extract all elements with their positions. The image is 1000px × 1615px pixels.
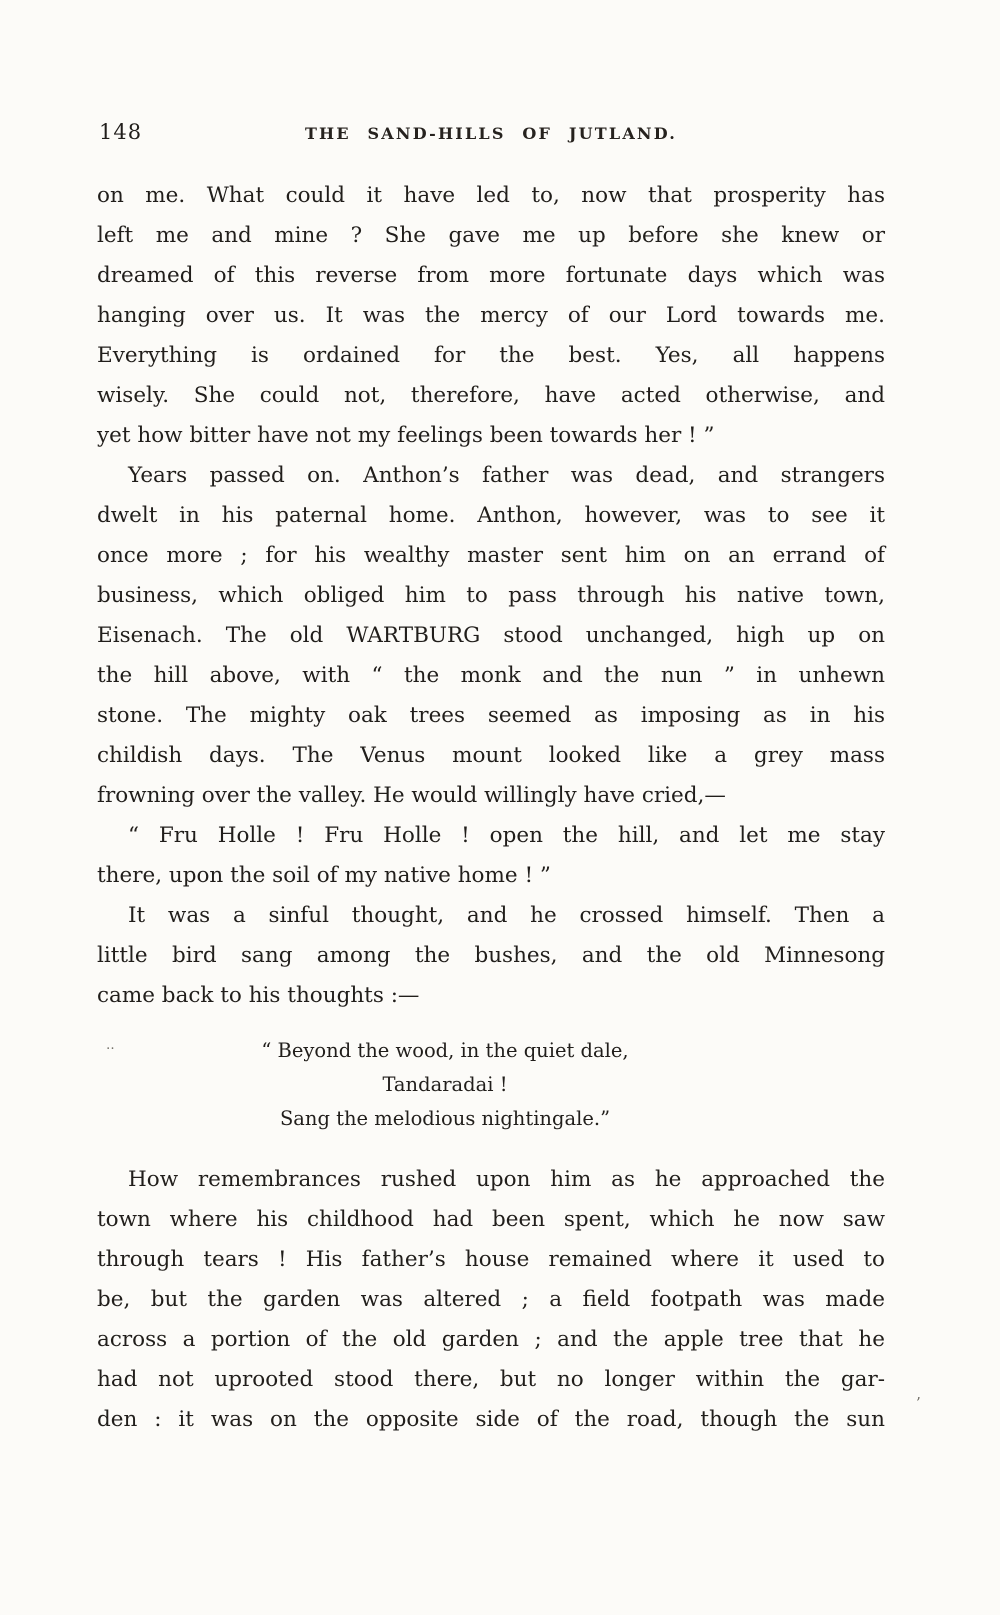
text-line: den : it was on the opposite side of the road, though the sun [97, 1407, 885, 1432]
scan-artifact-mark: ’ [916, 1394, 921, 1412]
body-text [97, 176, 885, 1440]
page-content [97, 118, 885, 1440]
text-line: town where his childhood had been spent, which he now saw [97, 1207, 885, 1232]
text-line: left me and mine ? She gave me up before she knew or [97, 223, 885, 248]
text-line: How remembrances rushed upon him as he approached the [128, 1167, 885, 1192]
text-line: frowning over the valley. He would willingly have cried,— [97, 783, 726, 808]
text-line: the hill above, with “ the monk and the nun ” in unhewn [97, 663, 885, 688]
text-line: Everything is ordained for the best. Yes, all happens [97, 343, 885, 368]
text-line: came back to his thoughts :— [97, 983, 420, 1008]
text-line: Years passed on. Anthon’s father was dead, and strangers [128, 463, 885, 488]
text-line: Eisenach. The old WARTBURG stood unchanged, high up on [97, 623, 885, 648]
text-line: yet how bitter have not my feelings been towards her ! ” [97, 423, 715, 448]
paragraph [97, 1160, 885, 1440]
verse-line: Tandaradai ! [382, 1073, 508, 1096]
text-line: business, which obliged him to pass through his native town, [97, 583, 885, 608]
paragraph [97, 456, 885, 816]
text-line: once more ; for his wealthy master sent him on an errand of [97, 543, 885, 568]
scan-artifact-dots: ‥ [106, 1038, 118, 1053]
text-line: through tears ! His father’s house remained where it used to [97, 1247, 885, 1272]
text-line: “ Fru Holle ! Fru Holle ! open the hill, and let me stay [128, 823, 885, 848]
text-line: across a portion of the old garden ; and the apple tree that he [97, 1327, 885, 1352]
text-line: It was a sinful thought, and he crossed himself. Then a [128, 903, 885, 928]
text-line: had not uprooted stood there, but no longer within the gar- [97, 1367, 885, 1392]
text-line: little bird sang among the bushes, and the old Minnesong [97, 943, 885, 968]
verse-line: Sang the melodious nightingale.” [279, 1107, 611, 1130]
page-header [97, 118, 885, 152]
text-line: on me. What could it have led to, now that prosperity has [97, 183, 885, 208]
text-line: stone. The mighty oak trees seemed as imposing as in his [97, 703, 885, 728]
verse [97, 1034, 885, 1136]
text-line: there, upon the soil of my native home ! ” [97, 863, 551, 888]
paragraph [97, 816, 885, 896]
text-line: be, but the garden was altered ; a field footpath was made [97, 1287, 885, 1312]
verse-line: “ Beyond the wood, in the quiet dale, [261, 1039, 629, 1062]
text-line: wisely. She could not, therefore, have acted otherwise, and [97, 383, 885, 408]
running-header-title: THE SAND-HILLS OF JUTLAND. [304, 124, 678, 143]
text-line: dreamed of this reverse from more fortunate days which was [97, 263, 885, 288]
text-line: hanging over us. It was the mercy of our Lord towards me. [97, 303, 885, 328]
text-line: childish days. The Venus mount looked like a grey mass [97, 743, 885, 768]
page-number: 148 [99, 120, 143, 144]
text-line: dwelt in his paternal home. Anthon, however, was to see it [97, 503, 885, 528]
paragraph-continuation [97, 176, 885, 456]
paragraph [97, 896, 885, 1016]
